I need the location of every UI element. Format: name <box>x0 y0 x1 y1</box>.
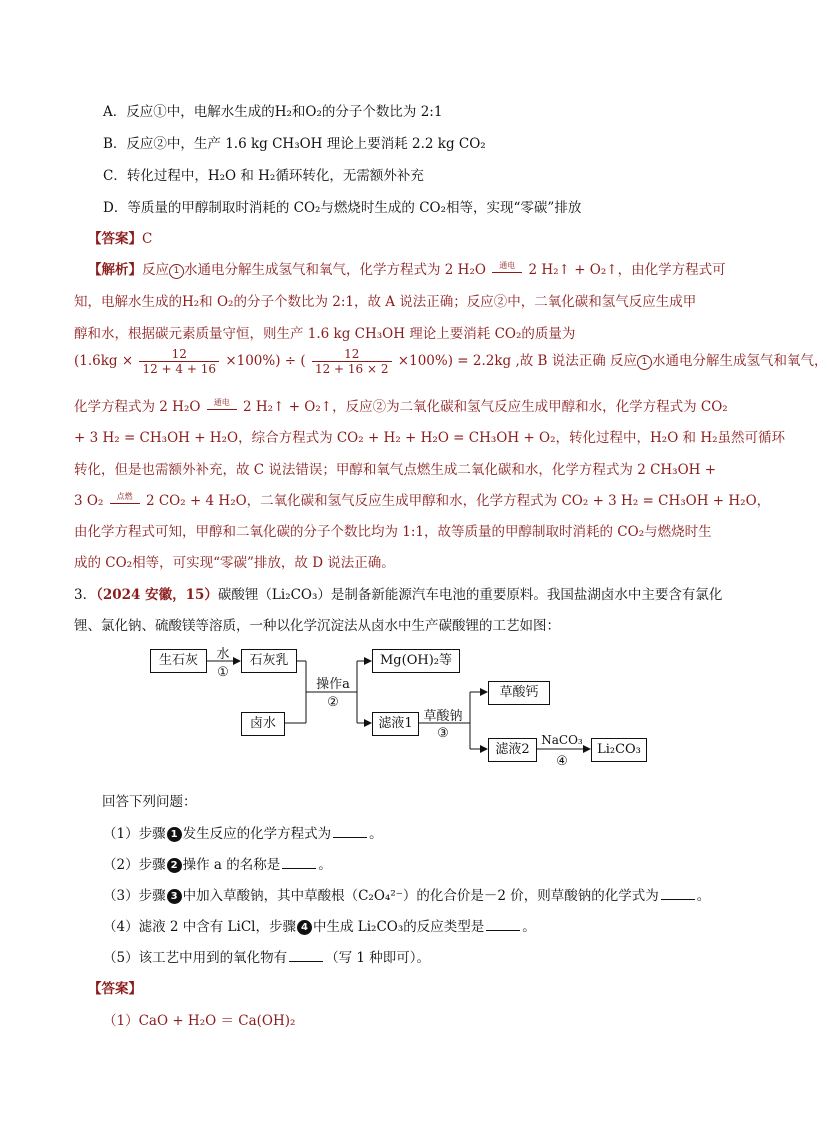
question-3-line-1: 3．（2024 安徽，15）碳酸锂（Li₂CO₃）是制备新能源汽车电池的重要原料。我国盐湖卤水中主要含有氯化 <box>74 587 723 603</box>
question-number: 3． <box>74 587 97 603</box>
step-1-reagent: 水 <box>216 647 230 662</box>
reaction-condition: 点燃 <box>108 495 142 509</box>
sub-question-2: （2）步骤 2 操作 a 的名称是 。 <box>103 857 332 873</box>
step-4-number: ④ <box>556 754 568 769</box>
analysis-label: 【解析】 <box>88 262 142 278</box>
circled-number: 1 <box>169 264 184 279</box>
box-quicklime: 生石灰 <box>150 649 207 673</box>
answer-value: C <box>142 231 153 247</box>
answer-line <box>88 227 152 247</box>
circled-number: 1 <box>167 827 182 842</box>
analysis-line-3: 醇和水，根据碳元素质量守恒，则生产 1.6 kg CH₃OH 理论上要消耗 CO₂的质量为 <box>74 326 576 342</box>
option-b: B．反应②中，生产 1.6 kg CH₃OH 理论上要消耗 2.2 kg CO₂ <box>103 136 486 152</box>
sub-question-5: （5）该工艺中用到的氧化物有 （写 1 种即可）。 <box>103 950 431 966</box>
answer-blank <box>289 949 323 962</box>
answer-blank <box>282 856 316 869</box>
analysis-line-9: 由化学方程式可知，甲醇和二氧化碳的分子个数比均为 1:1，故等质量的甲醇制取时消耗的 CO₂与燃烧时生 <box>74 524 712 540</box>
option-a: A．反应①中，电解水生成的H₂和O₂的分子个数比为 2:1 <box>103 104 443 120</box>
circled-number: 3 <box>167 889 182 904</box>
sub-question-4: （4）滤液 2 中含有 LiCl，步骤 4 中生成 Li₂CO₃的反应类型是 。 <box>103 919 536 935</box>
reaction-condition: 通电 <box>490 264 524 278</box>
question-3-line-2: 锂、氯化钠、硫酸镁等溶质，一种以化学沉淀法从卤水中生产碳酸锂的工艺如图： <box>74 618 560 634</box>
box-lithium-carbonate: Li₂CO₃ <box>591 738 647 762</box>
box-mg-hydroxide: Mg(OH)₂等 <box>372 649 460 673</box>
analysis-line-2: 知，电解水生成的H₂和 O₂的分子个数比为 2:1，故 A 说法正确；反应②中，二氧化碳和氢气反应生成甲 <box>74 294 697 310</box>
answer-2-label: 【答案】 <box>88 981 142 997</box>
question-source: （2024 安徽，15） <box>96 587 218 603</box>
box-filtrate-1: 滤液1 <box>372 712 419 736</box>
circled-number: 4 <box>297 920 312 935</box>
circled-number: 1 <box>637 355 652 370</box>
analysis-line-6: + 3 H₂ = CH₃OH + H₂O，综合方程式为 CO₂ + H₂ + H₂O = CH₃OH + O₂，转化过程中，H₂O 和 H₂虽然可循环 <box>74 430 786 446</box>
answer-blank <box>333 825 367 838</box>
step-1-number: ① <box>217 665 229 680</box>
box-calcium-oxalate: 草酸钙 <box>488 681 550 705</box>
circled-number: 2 <box>167 858 182 873</box>
step-2-number: ② <box>327 695 339 710</box>
answer-blank <box>661 887 695 900</box>
sub-question-3: （3）步骤 3 中加入草酸钠，其中草酸根（C₂O₄²⁻）的化合价是－2 价，则草酸钠的化学式为 。 <box>103 888 711 904</box>
analysis-line-5: 化学方程式为 2 H₂O 通电 2 H₂↑ + O₂↑，反应②为二氧化碳和氢气反应生成甲醇和水，化学方程式为 CO₂ <box>74 397 728 415</box>
answer-2-part-1: （1）CaO + H₂O ＝ Ca(OH)₂ <box>103 1013 296 1029</box>
box-brine: 卤水 <box>241 712 285 736</box>
analysis-line-8: 3 O₂ 点燃 2 CO₂ + 4 H₂O，二氧化碳和氢气反应生成甲醇和水，化学方程式为 CO₂ + 3 H₂ = CH₃OH + H₂O， <box>74 491 771 509</box>
questions-intro: 回答下列问题： <box>102 794 197 810</box>
step-3-reagent: 草酸钠 <box>423 709 463 724</box>
sub-question-1: （1）步骤 1 发生反应的化学方程式为 。 <box>103 826 383 842</box>
box-lime-milk: 石灰乳 <box>241 649 297 673</box>
analysis-line-1: 【解析】反应 1 水通电分解生成氢气和氧气，化学方程式为 2 H₂O 通电 2 H₂↑ + O₂↑，由化学方程式可 <box>88 260 726 278</box>
analysis-line-7: 转化，但是也需额外补充，故 C 说法错误；甲醇和氧气点燃生成二氧化碳和水，化学方程式为 2 CH₃OH + <box>74 462 717 478</box>
answer-blank <box>486 918 520 931</box>
step-4-reagent: NaCO₃ <box>541 733 583 747</box>
analysis-line-10: 成的 CO₂相等，可实现“零碳”排放，故 D 说法正确。 <box>74 555 395 571</box>
answer-label: 【答案】 <box>88 231 142 247</box>
fraction-1: $\frac{12}{12 + 4 + 16}$ <box>139 347 219 376</box>
reaction-condition: 通电 <box>205 401 239 415</box>
option-d: D．等质量的甲醇制取时消耗的 CO₂与燃烧时生成的 CO₂相等，实现“零碳”排放 <box>103 200 582 216</box>
step-3-number: ③ <box>437 726 449 741</box>
option-c: C．转化过程中，H₂O 和 H₂循环转化，无需额外补充 <box>103 168 424 184</box>
analysis-formula-line: (1.6kg × $\frac{12}{12 + 4 + 16}$ ×100%) ÷ ( $\frac{12}{12 + 16 \times 2}$ ×100%) = 2.2kg ,故 B 说法正确 反应 1 水通电分解生成氢气和氧气， <box>74 347 828 376</box>
step-2-operation: 操作a <box>316 677 350 692</box>
box-filtrate-2: 滤液2 <box>488 738 537 762</box>
fraction-2: $\frac{12}{12 + 16 \times 2}$ <box>312 347 392 376</box>
